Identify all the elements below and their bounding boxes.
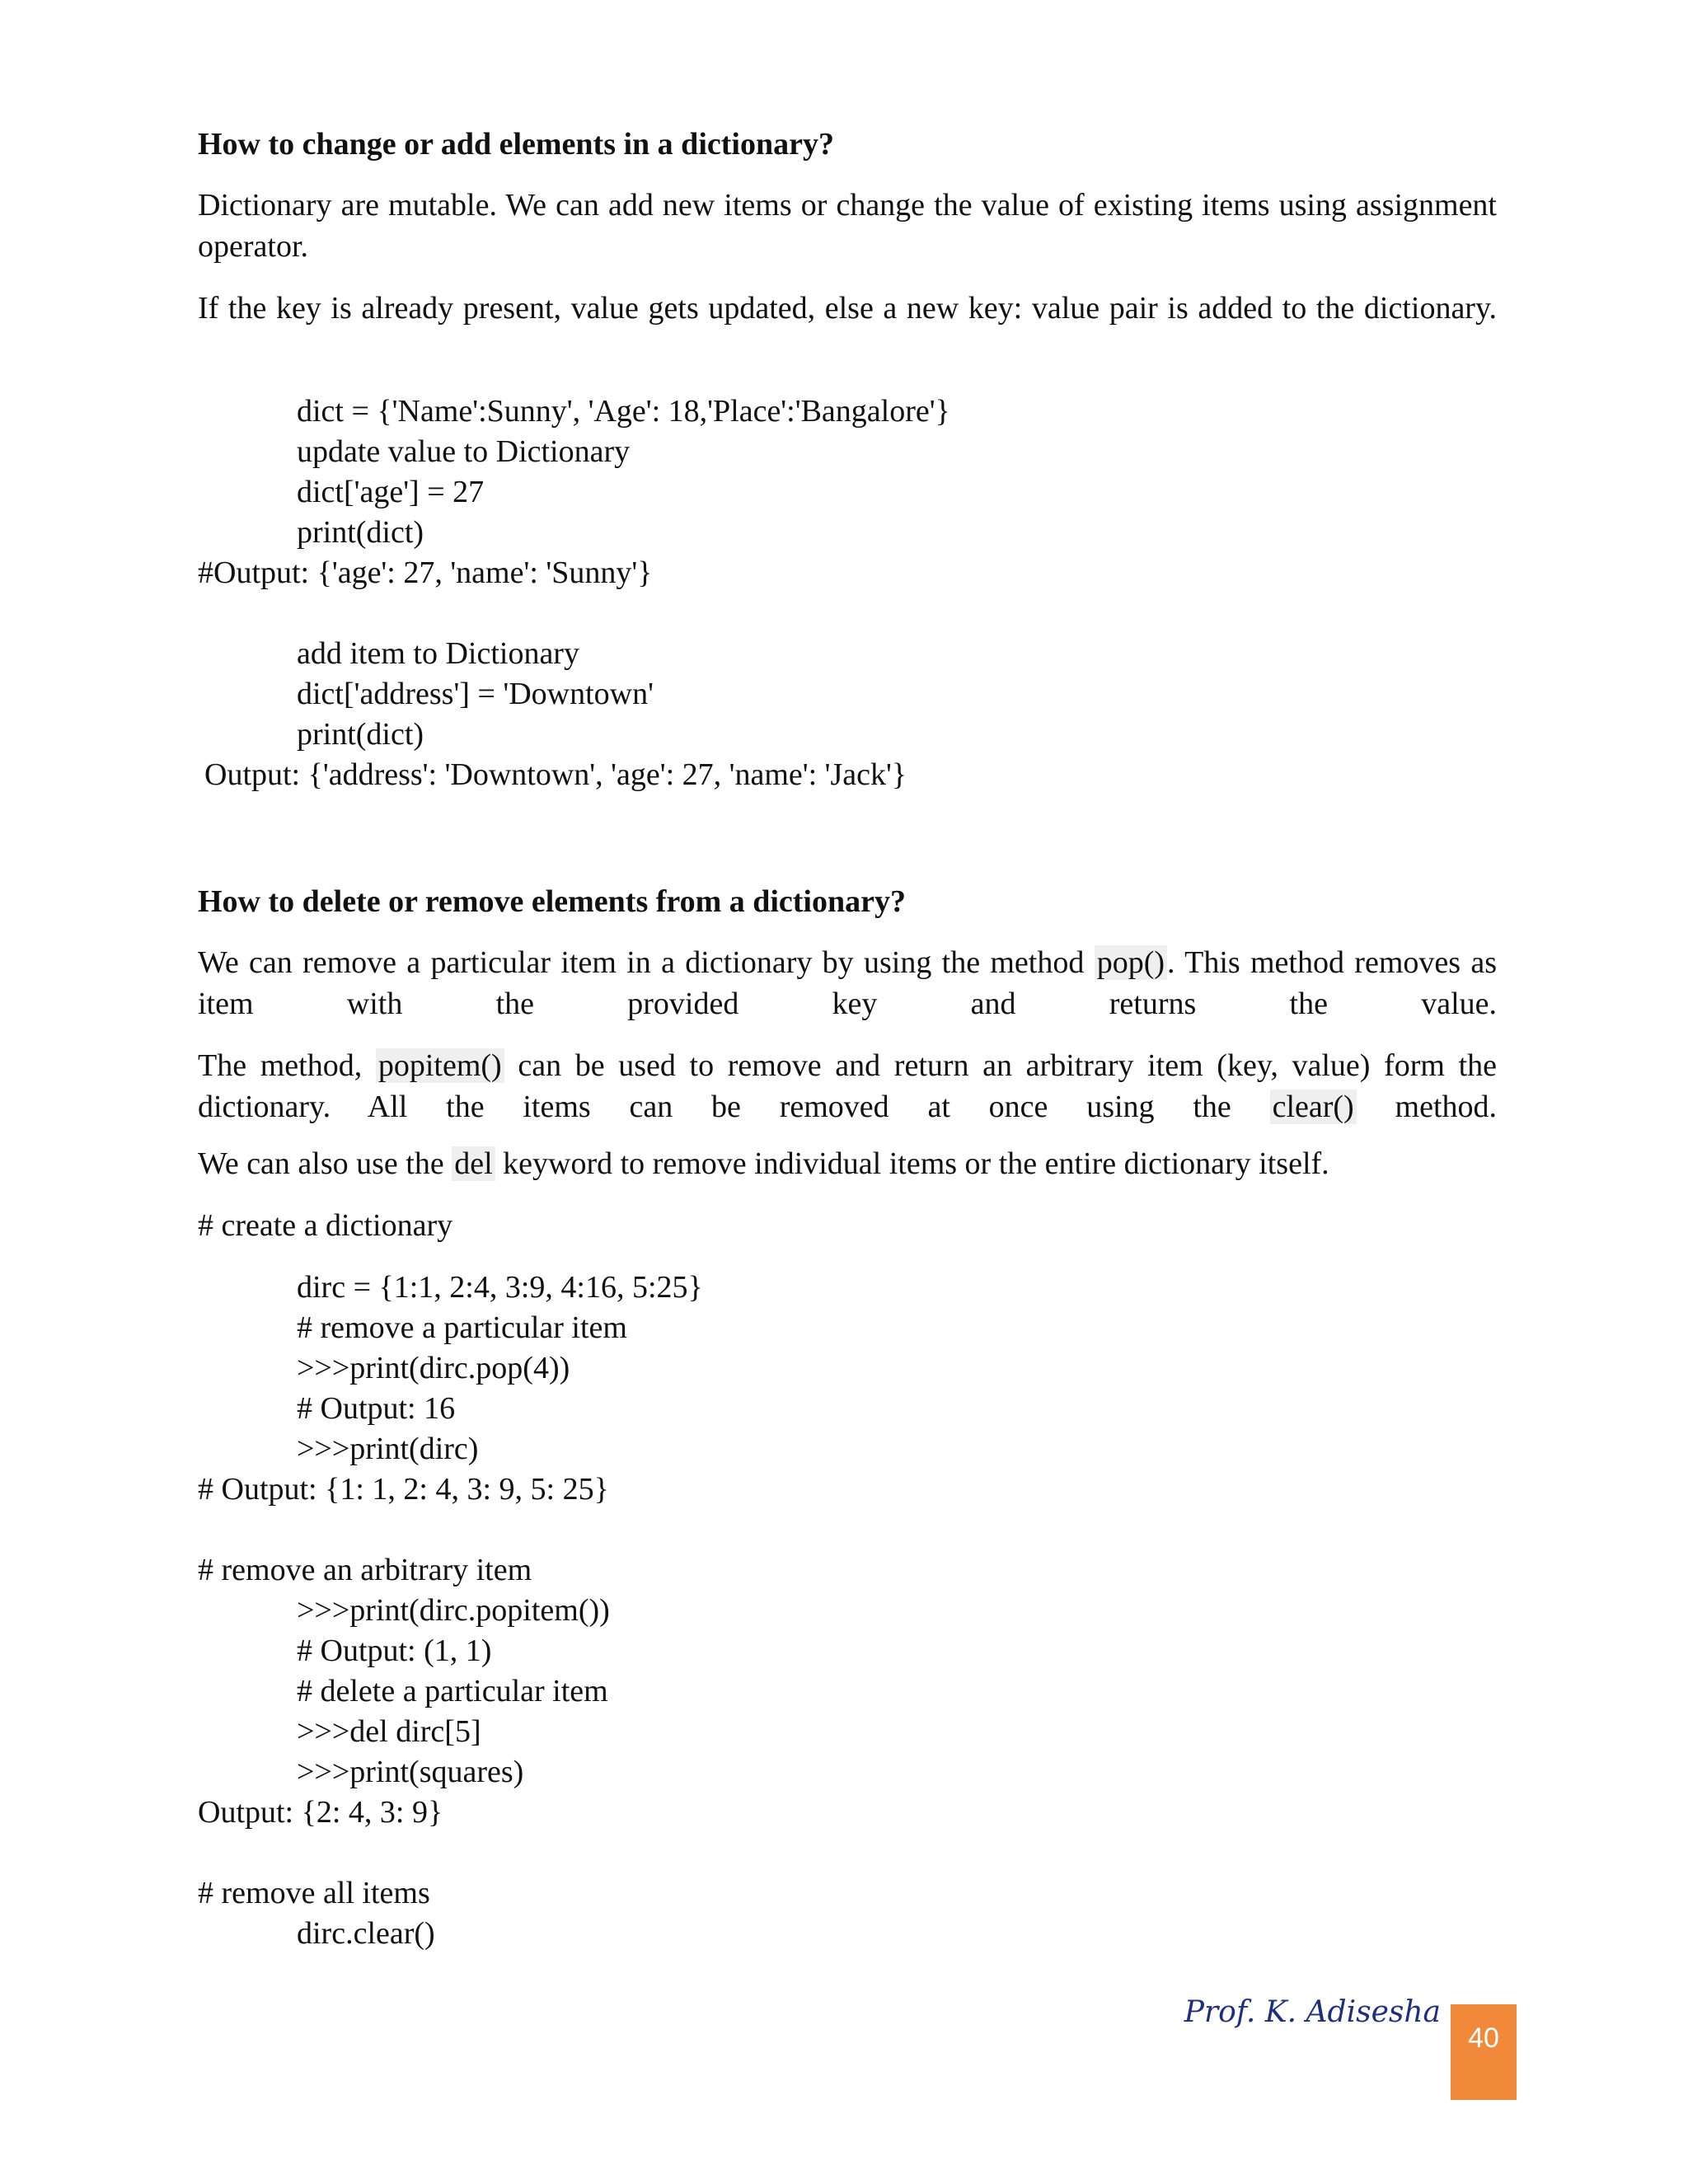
code-comment-line: # remove an arbitrary item — [198, 1553, 532, 1587]
text-run: method. — [1356, 1090, 1498, 1124]
code-line: dict = {'Name':Sunny', 'Age': 18,'Place':'Bangalore'} — [297, 394, 950, 429]
code-line: >>>print(dirc) — [297, 1432, 479, 1466]
code-line: # Output: (1, 1) — [297, 1633, 492, 1668]
code-line: # delete a particular item — [297, 1674, 608, 1708]
inline-code-popitem: popitem() — [376, 1048, 504, 1083]
code-line: dict['age'] = 27 — [297, 475, 485, 509]
section-heading-delete-remove: How to delete or remove elements from a dictionary? — [198, 884, 906, 919]
code-output-line: Output: {'address': 'Downtown', 'age': 27, 'name': 'Jack'} — [204, 757, 907, 792]
text-run: We can remove a particular item in a dictionary by using the method — [198, 945, 1095, 980]
code-line: print(dict) — [297, 717, 424, 752]
text-run: keyword to remove individual items or the entire dictionary itself. — [495, 1146, 1329, 1181]
code-line: >>>print(squares) — [297, 1755, 524, 1789]
paragraph-del — [198, 1148, 1329, 1179]
code-line: >>>print(dirc.pop(4)) — [297, 1351, 570, 1385]
code-line: dirc.clear() — [297, 1916, 435, 1951]
page-number: 40 — [1468, 2022, 1499, 2054]
text-run: can be used to remove and return an arbitrary item (key, value) form the dictionary. All the items can be removed at once using the — [198, 1048, 1498, 1124]
inline-code-clear: clear() — [1270, 1090, 1357, 1124]
code-line: dict['address'] = 'Downtown' — [297, 677, 654, 711]
text-run: . This method removes as item with the provided key and returns the value. — [198, 945, 1497, 1021]
paragraph-key-present: If the key is already present, value gets updated, else a new key: value pair is added to the dictionary. — [198, 291, 1497, 326]
section-heading-change-add: How to change or add elements in a dictionary? — [198, 127, 834, 162]
footer-author: Prof. K. Adisesha — [1184, 1995, 1441, 2029]
paragraph-mutable: Dictionary are mutable. We can add new items or change the value of existing items using assignment operator. — [198, 188, 1497, 264]
page-number-badge — [1451, 2004, 1517, 2100]
code-output-line: #Output: {'age': 27, 'name': 'Sunny'} — [198, 555, 653, 590]
inline-code-pop: pop() — [1095, 945, 1167, 980]
code-line: # Output: 16 — [297, 1391, 456, 1426]
code-line: print(dict) — [297, 515, 424, 550]
inline-code-del: del — [452, 1146, 495, 1181]
code-line: >>>del dirc[5] — [297, 1714, 481, 1749]
code-line: dirc = {1:1, 2:4, 3:9, 4:16, 5:25} — [297, 1270, 703, 1305]
code-output-line: Output: {2: 4, 3: 9} — [198, 1795, 443, 1830]
code-output-line: # Output: {1: 1, 2: 4, 3: 9, 5: 25} — [198, 1472, 609, 1507]
code-line: add item to Dictionary — [297, 636, 579, 671]
code-line: >>>print(dirc.popitem()) — [297, 1593, 610, 1628]
code-comment-line: # remove all items — [198, 1876, 430, 1910]
text-run: We can also use the — [198, 1146, 452, 1181]
code-line: update value to Dictionary — [297, 434, 631, 469]
code-line: # remove a particular item — [297, 1310, 627, 1345]
code-comment-line: # create a dictionary — [198, 1208, 453, 1243]
text-run: The method, — [198, 1048, 376, 1083]
